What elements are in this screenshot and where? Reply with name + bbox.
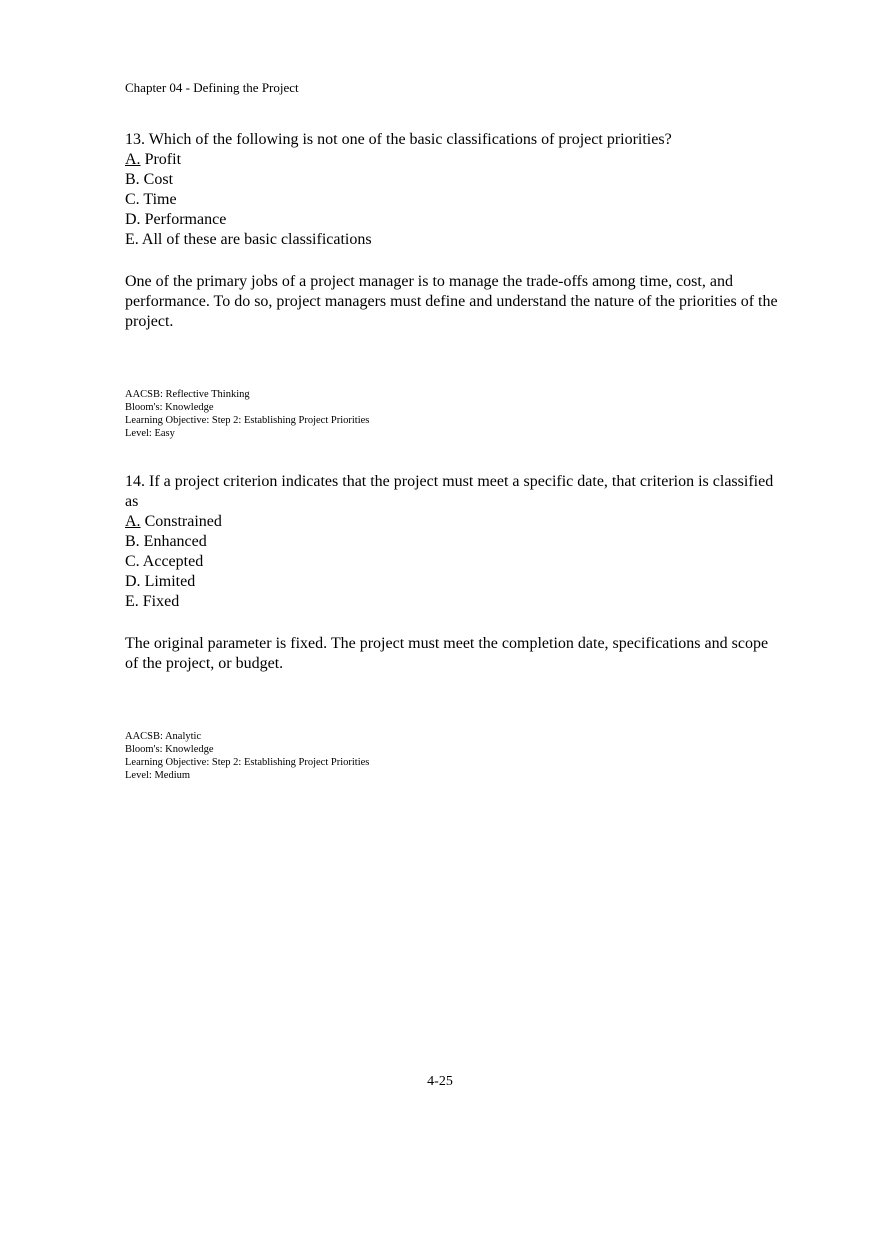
option-e: [125, 230, 785, 250]
level-tag: Level: Easy: [125, 428, 175, 439]
option-letter: D.: [125, 211, 141, 228]
question-14: [125, 472, 785, 782]
option-letter: B.: [125, 533, 140, 550]
option-d: [125, 572, 785, 592]
option-d: [125, 210, 785, 230]
question-prompt: 14. If a project criterion indicates that the project must meet a specific date, that criterion is classified as: [125, 473, 774, 510]
option-letter-correct: A.: [125, 151, 141, 168]
blooms-tag: Bloom's: Knowledge: [125, 744, 214, 755]
option-text: Limited: [140, 573, 196, 590]
option-letter: C.: [125, 553, 140, 570]
question-prompt: 13. Which of the following is not one of the basic classifications of project priorities?: [125, 131, 672, 148]
option-a: [125, 512, 785, 532]
aacsb-tag: AACSB: Reflective Thinking: [125, 389, 250, 400]
blooms-tag: Bloom's: Knowledge: [125, 402, 214, 413]
chapter-header: Chapter 04 - Defining the Project: [125, 80, 299, 95]
option-letter: B.: [125, 171, 140, 188]
option-b: [125, 170, 785, 190]
option-letter: E.: [125, 231, 139, 248]
option-letter: D.: [125, 573, 141, 590]
option-text: Profit: [140, 151, 182, 168]
option-letter: C.: [125, 191, 140, 208]
option-e: [125, 592, 785, 612]
option-c: [125, 552, 785, 572]
answer-explanation: One of the primary jobs of a project manager is to manage the trade-offs among time, cost, and performance. To do so, project managers must define and understand the nature of the priorities of the project.: [125, 273, 778, 330]
learning-objective-tag: Learning Objective: Step 2: Establishing Project Priorities: [125, 415, 370, 426]
option-text: All of these are basic classifications: [138, 231, 372, 248]
option-text: Enhanced: [139, 533, 207, 550]
option-letter: E.: [125, 593, 139, 610]
answer-options: [125, 512, 785, 612]
question-metadata: [125, 388, 785, 440]
option-letter-correct: A.: [125, 513, 141, 530]
option-text: Constrained: [140, 513, 222, 530]
option-text: Time: [139, 191, 177, 208]
option-c: [125, 190, 785, 210]
level-tag: Level: Medium: [125, 770, 191, 781]
option-b: [125, 532, 785, 552]
learning-objective-tag: Learning Objective: Step 2: Establishing Project Priorities: [125, 757, 370, 768]
option-text: Performance: [140, 211, 227, 228]
option-a: [125, 150, 785, 170]
question-metadata: [125, 730, 785, 782]
aacsb-tag: AACSB: Analytic: [125, 731, 202, 742]
option-text: Accepted: [139, 553, 204, 570]
option-text: Cost: [139, 171, 174, 188]
answer-explanation: The original parameter is fixed. The project must meet the completion date, specifications and scope of the project, or budget.: [125, 635, 769, 672]
answer-options: [125, 150, 785, 250]
page-number: 4-25: [427, 1074, 453, 1089]
option-text: Fixed: [138, 593, 180, 610]
question-13: [125, 130, 785, 440]
